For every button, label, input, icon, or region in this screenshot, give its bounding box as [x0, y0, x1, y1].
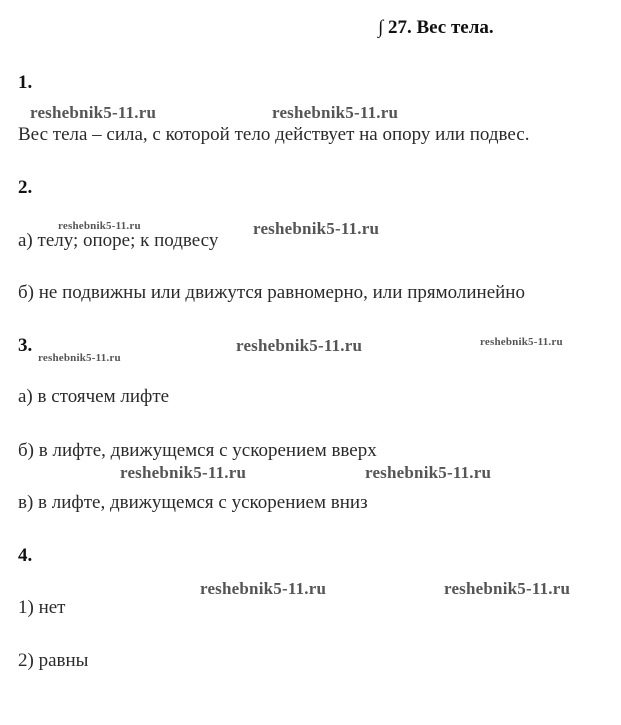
- watermark: reshebnik5-11.ru: [444, 579, 571, 598]
- section-2-number: 2.: [18, 177, 33, 198]
- watermark: reshebnik5-11.ru: [253, 219, 380, 238]
- section-4-line-1: 1) нет: [18, 597, 66, 618]
- watermark: reshebnik5-11.ru: [120, 463, 247, 482]
- page-title: ∫ 27. Вес тела.: [378, 17, 494, 38]
- section-1-number: 1.: [18, 72, 33, 93]
- section-1-line-1: Вес тела – сила, с которой тело действует на опору или подвес.: [18, 124, 530, 145]
- watermark: reshebnik5-11.ru: [30, 103, 157, 122]
- watermark: reshebnik5-11.ru: [200, 579, 327, 598]
- watermark: reshebnik5-11.ru: [365, 463, 492, 482]
- section-2-line-1: а) телу; опоре; к подвесу: [18, 230, 219, 251]
- watermark: reshebnik5-11.ru: [236, 336, 363, 355]
- section-3-line-2: б) в лифте, движущемся с ускорением вверх: [18, 440, 377, 461]
- watermark: reshebnik5-11.ru: [272, 103, 399, 122]
- section-3-number: 3.: [18, 335, 33, 356]
- watermark: reshebnik5-11.ru: [38, 352, 121, 364]
- section-4-line-2: 2) равны: [18, 650, 89, 671]
- watermark: reshebnik5-11.ru: [58, 220, 141, 232]
- section-3-line-1: а) в стоячем лифте: [18, 386, 170, 407]
- section-2-line-2: б) не подвижны или движутся равномерно, или прямолинейно: [18, 282, 525, 303]
- section-4-number: 4.: [18, 545, 33, 566]
- section-3-line-3: в) в лифте, движущемся с ускорением вниз: [18, 492, 368, 513]
- watermark: reshebnik5-11.ru: [480, 336, 563, 348]
